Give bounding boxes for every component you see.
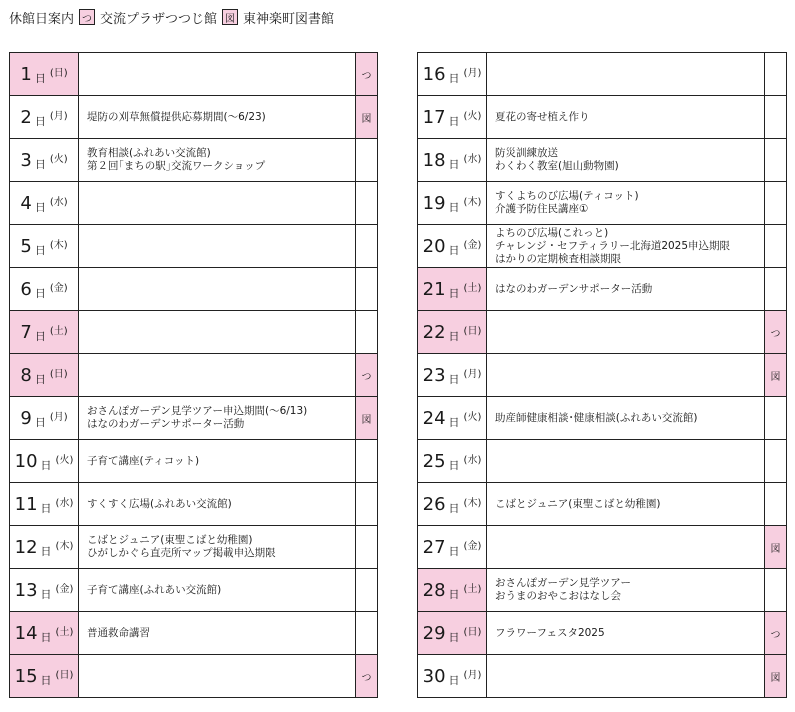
date-cell — [9, 526, 79, 568]
closure-mark-cell — [764, 268, 787, 310]
date-cell — [417, 311, 487, 353]
legend — [9, 7, 339, 27]
date-cell — [417, 225, 487, 267]
calendar-row — [417, 440, 787, 483]
day-number: 1 — [20, 64, 32, 85]
weekday: (木) — [49, 240, 68, 251]
calendar-row — [417, 655, 787, 698]
day-suffix: 日 — [34, 72, 46, 85]
day-number: 16 — [422, 64, 446, 85]
weekday: (木) — [55, 541, 74, 552]
tsutsuji-closed-mark: つ — [764, 612, 787, 654]
date-cell — [417, 569, 487, 611]
calendar-row — [417, 397, 787, 440]
events-cell — [487, 268, 764, 310]
event-text: すくよちのび広場(ティコット) — [495, 190, 639, 202]
day-suffix: 日 — [448, 588, 460, 601]
day-suffix: 日 — [448, 459, 460, 472]
day-number: 23 — [422, 365, 446, 386]
weekday: (水) — [463, 154, 482, 165]
date-cell — [9, 268, 79, 310]
day-suffix: 日 — [448, 330, 460, 343]
weekday: (日) — [463, 627, 482, 638]
event-text: おうまのおやこおはなし会 — [495, 590, 621, 602]
day-number: 9 — [20, 408, 32, 429]
day-number: 13 — [14, 580, 38, 601]
day-number: 14 — [14, 623, 38, 644]
events-cell — [487, 397, 764, 439]
weekday: (水) — [463, 455, 482, 466]
event-text: フラワーフェスタ2025 — [495, 626, 605, 639]
event-text: 子育て講座(ふれあい交流館) — [87, 583, 222, 596]
day-suffix: 日 — [34, 416, 46, 429]
events-cell — [79, 655, 355, 697]
event-text: 子育て講座(ティコット) — [87, 454, 200, 467]
event-text: 防災訓練放送 — [495, 147, 558, 159]
day-suffix: 日 — [448, 244, 460, 257]
calendar-row — [417, 354, 787, 397]
day-suffix: 日 — [448, 674, 460, 687]
weekday: (金) — [463, 240, 482, 251]
calendar-row — [417, 139, 787, 182]
weekday: (木) — [463, 197, 482, 208]
day-suffix: 日 — [448, 631, 460, 644]
closure-mark-cell — [764, 225, 787, 267]
calendar-column-right — [417, 52, 787, 698]
event-text: よちのび広場(これっと) — [495, 226, 609, 239]
closure-mark-cell — [355, 225, 378, 267]
calendar-row — [417, 311, 787, 354]
calendar-row — [9, 526, 378, 569]
event-text: 堤防の刈草無償提供応募期間(～6/23) — [87, 110, 266, 123]
closure-mark-cell — [355, 182, 378, 224]
day-number: 18 — [422, 150, 446, 171]
calendar-row — [417, 483, 787, 526]
date-cell — [9, 182, 79, 224]
closure-mark-cell — [355, 311, 378, 353]
tsutsuji-closed-mark: つ — [355, 354, 378, 396]
closure-mark-cell — [764, 96, 787, 138]
calendar-row — [417, 53, 787, 96]
calendar-row — [9, 53, 378, 96]
events-cell — [487, 526, 764, 568]
date-cell — [417, 526, 487, 568]
day-suffix: 日 — [448, 287, 460, 300]
event-text: チャレンジ・セフティラリー北海道2025申込期限 — [495, 239, 731, 252]
day-suffix: 日 — [34, 201, 46, 214]
day-suffix: 日 — [448, 502, 460, 515]
calendar-row — [9, 96, 378, 139]
calendar-row — [417, 612, 787, 655]
day-suffix: 日 — [448, 115, 460, 128]
calendar-row — [9, 440, 378, 483]
weekday: (日) — [49, 369, 68, 380]
tsutsuji-mark-icon: つ — [79, 9, 95, 25]
weekday: (月) — [463, 68, 482, 79]
day-suffix: 日 — [40, 588, 52, 601]
calendar-row — [9, 182, 378, 225]
date-cell — [9, 354, 79, 396]
day-number: 8 — [20, 365, 32, 386]
weekday: (木) — [463, 498, 482, 509]
day-number: 12 — [14, 537, 38, 558]
day-suffix: 日 — [40, 502, 52, 515]
date-cell — [9, 483, 79, 525]
events-cell — [79, 483, 355, 525]
calendar-row — [417, 268, 787, 311]
day-number: 25 — [422, 451, 446, 472]
legend-tsutsuji-label: 交流プラザつつじ館 — [100, 11, 218, 27]
weekday: (日) — [463, 326, 482, 337]
events-cell — [79, 440, 355, 482]
date-cell — [9, 96, 79, 138]
event-text: おさんぽガーデン見学ツアー — [495, 577, 631, 589]
weekday: (月) — [463, 670, 482, 681]
tsutsuji-closed-mark: つ — [355, 655, 378, 697]
event-text: すくすく広場(ふれあい交流館) — [87, 497, 232, 510]
day-suffix: 日 — [448, 201, 460, 214]
date-cell — [417, 655, 487, 697]
event-text: はなのわガーデンサポーター活動 — [495, 282, 653, 295]
events-cell — [487, 311, 764, 353]
closure-mark-cell — [355, 569, 378, 611]
events-cell — [79, 53, 355, 95]
closure-mark-cell — [355, 526, 378, 568]
day-number: 28 — [422, 580, 446, 601]
date-cell — [417, 53, 487, 95]
calendar-row — [9, 612, 378, 655]
calendar-row — [417, 182, 787, 225]
weekday: (月) — [49, 111, 68, 122]
date-cell — [417, 96, 487, 138]
day-number: 5 — [20, 236, 32, 257]
day-number: 10 — [14, 451, 38, 472]
weekday: (土) — [463, 283, 482, 294]
day-number: 22 — [422, 322, 446, 343]
events-cell — [79, 182, 355, 224]
calendar-row — [9, 139, 378, 182]
weekday: (金) — [55, 584, 74, 595]
day-number: 19 — [422, 193, 446, 214]
events-cell — [79, 612, 355, 654]
event-text: わくわく教室(旭山動物園) — [495, 160, 619, 172]
tsutsuji-closed-mark: つ — [764, 311, 787, 353]
day-number: 27 — [422, 537, 446, 558]
date-cell — [417, 483, 487, 525]
calendar-row — [9, 569, 378, 612]
legend-closed-title: 休館日案内 — [9, 11, 75, 27]
events-cell — [487, 53, 764, 95]
events-cell — [487, 182, 764, 224]
events-cell — [487, 440, 764, 482]
library-closed-mark: 図 — [764, 354, 787, 396]
day-number: 11 — [14, 494, 38, 515]
day-suffix: 日 — [40, 459, 52, 472]
event-text: 第２回｢まちの駅｣交流ワークショップ — [87, 160, 266, 172]
weekday: (火) — [55, 455, 74, 466]
day-suffix: 日 — [448, 373, 460, 386]
weekday: (月) — [463, 369, 482, 380]
day-number: 7 — [20, 322, 32, 343]
events-cell — [79, 225, 355, 267]
events-cell — [79, 139, 355, 181]
day-number: 29 — [422, 623, 446, 644]
date-cell — [417, 440, 487, 482]
date-cell — [417, 612, 487, 654]
event-text: おさんぽガーデン見学ツアー申込期間(～6/13) — [87, 405, 308, 417]
closure-mark-cell — [764, 53, 787, 95]
day-suffix: 日 — [448, 545, 460, 558]
events-cell — [79, 96, 355, 138]
calendar-column-left — [9, 52, 378, 698]
events-cell — [487, 354, 764, 396]
events-cell — [79, 311, 355, 353]
weekday: (日) — [55, 670, 74, 681]
closure-mark-cell — [764, 569, 787, 611]
weekday: (火) — [49, 154, 68, 165]
event-text: こばとジュニア(東聖こばと幼稚園) — [495, 497, 661, 510]
weekday: (金) — [49, 283, 68, 294]
calendar-row — [417, 96, 787, 139]
weekday: (水) — [55, 498, 74, 509]
closure-mark-cell — [764, 440, 787, 482]
date-cell — [417, 182, 487, 224]
library-closed-mark: 図 — [355, 96, 378, 138]
date-cell — [9, 139, 79, 181]
weekday: (月) — [49, 412, 68, 423]
event-text: 教育相談(ふれあい交流館) — [87, 147, 211, 159]
closure-mark-cell — [764, 139, 787, 181]
events-cell — [487, 139, 764, 181]
calendar-row — [9, 655, 378, 698]
weekday: (火) — [463, 111, 482, 122]
weekday: (金) — [463, 541, 482, 552]
day-suffix: 日 — [40, 631, 52, 644]
event-text: はなのわガーデンサポーター活動 — [87, 418, 245, 430]
event-text: 介護予防住民講座① — [495, 203, 589, 215]
day-number: 26 — [422, 494, 446, 515]
day-number: 24 — [422, 408, 446, 429]
event-text: 助産師健康相談･健康相談(ふれあい交流館) — [495, 411, 698, 424]
closure-mark-cell — [355, 483, 378, 525]
closure-mark-cell — [355, 268, 378, 310]
date-cell — [9, 53, 79, 95]
events-cell — [487, 612, 764, 654]
weekday: (火) — [463, 412, 482, 423]
weekday: (土) — [49, 326, 68, 337]
calendar-row — [9, 354, 378, 397]
date-cell — [417, 268, 487, 310]
day-number: 2 — [20, 107, 32, 128]
date-cell — [9, 655, 79, 697]
date-cell — [9, 612, 79, 654]
day-number: 15 — [14, 666, 38, 687]
weekday: (土) — [55, 627, 74, 638]
date-cell — [9, 440, 79, 482]
date-cell — [417, 397, 487, 439]
events-cell — [79, 526, 355, 568]
weekday: (土) — [463, 584, 482, 595]
day-suffix: 日 — [34, 244, 46, 257]
date-cell — [417, 354, 487, 396]
date-cell — [9, 225, 79, 267]
events-cell — [79, 354, 355, 396]
day-suffix: 日 — [448, 416, 460, 429]
calendar-row — [417, 526, 787, 569]
day-suffix: 日 — [40, 674, 52, 687]
calendar-row — [9, 268, 378, 311]
day-number: 17 — [422, 107, 446, 128]
closure-mark-cell — [355, 440, 378, 482]
events-cell — [487, 655, 764, 697]
events-cell — [487, 483, 764, 525]
day-suffix: 日 — [34, 287, 46, 300]
library-closed-mark: 図 — [764, 655, 787, 697]
closure-mark-cell — [764, 483, 787, 525]
events-cell — [487, 96, 764, 138]
event-text: はかりの定期検査相談期限 — [495, 252, 621, 265]
events-cell — [79, 569, 355, 611]
day-suffix: 日 — [448, 72, 460, 85]
library-closed-mark: 図 — [355, 397, 378, 439]
closure-mark-cell — [355, 139, 378, 181]
event-text: 夏花の寄せ植え作り — [495, 110, 590, 123]
events-cell — [487, 569, 764, 611]
calendar-row — [417, 225, 787, 268]
day-number: 3 — [20, 150, 32, 171]
day-number: 21 — [422, 279, 446, 300]
day-number: 4 — [20, 193, 32, 214]
weekday: (水) — [49, 197, 68, 208]
closure-mark-cell — [355, 612, 378, 654]
library-mark-icon: 図 — [222, 9, 238, 25]
day-number: 20 — [422, 236, 446, 257]
event-text: こばとジュニア(東聖こばと幼稚園) — [87, 534, 253, 546]
day-suffix: 日 — [448, 158, 460, 171]
calendar-row — [9, 483, 378, 526]
calendar-row — [9, 397, 378, 440]
calendar-row — [9, 225, 378, 268]
calendar-row — [417, 569, 787, 612]
day-suffix: 日 — [34, 330, 46, 343]
tsutsuji-closed-mark: つ — [355, 53, 378, 95]
day-suffix: 日 — [34, 115, 46, 128]
legend-library-label: 東神楽町図書館 — [243, 11, 335, 27]
day-suffix: 日 — [40, 545, 52, 558]
closure-mark-cell — [764, 182, 787, 224]
closure-mark-cell — [764, 397, 787, 439]
day-suffix: 日 — [34, 373, 46, 386]
library-closed-mark: 図 — [764, 526, 787, 568]
date-cell — [9, 569, 79, 611]
event-text: 普通救命講習 — [87, 626, 150, 639]
events-cell — [487, 225, 764, 267]
calendar-row — [9, 311, 378, 354]
day-number: 30 — [422, 666, 446, 687]
date-cell — [9, 311, 79, 353]
date-cell — [9, 397, 79, 439]
day-number: 6 — [20, 279, 32, 300]
weekday: (日) — [49, 68, 68, 79]
date-cell — [417, 139, 487, 181]
event-text: ひがしかぐら直売所マップ掲載申込期限 — [87, 547, 276, 559]
events-cell — [79, 268, 355, 310]
day-suffix: 日 — [34, 158, 46, 171]
events-cell — [79, 397, 355, 439]
